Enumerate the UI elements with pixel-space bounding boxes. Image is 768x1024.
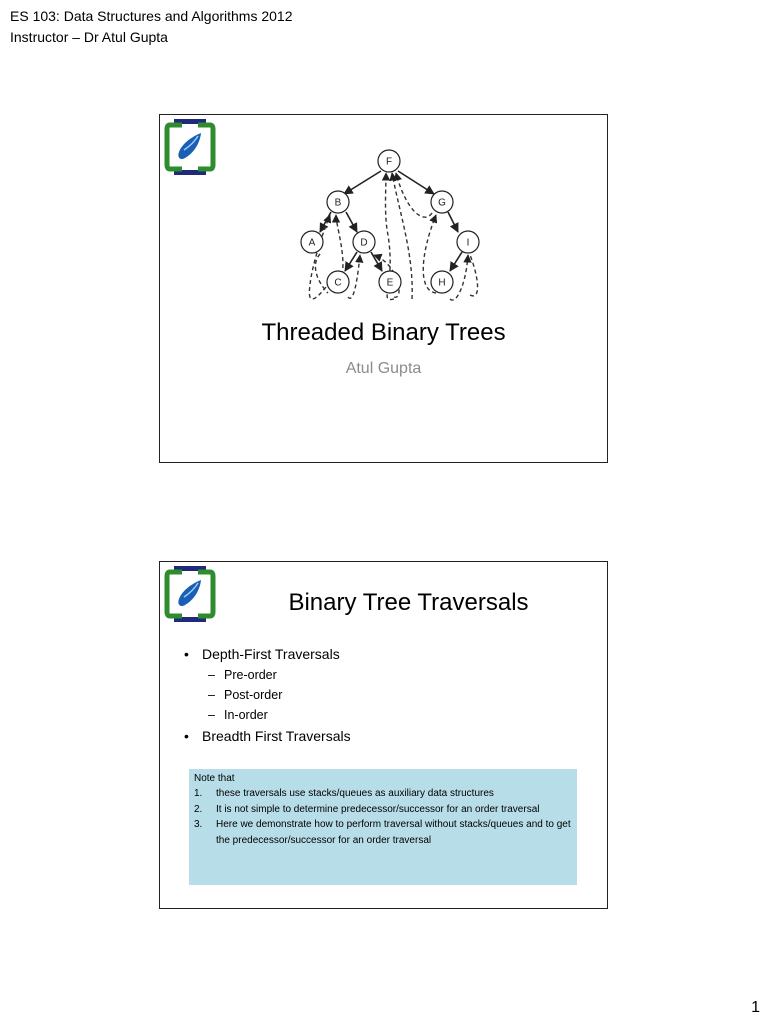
instructor-name: Instructor – Dr Atul Gupta	[10, 29, 168, 45]
edge-d-e	[371, 252, 382, 271]
note-box	[189, 769, 577, 885]
edge-g-i	[448, 212, 458, 232]
edge-f-b	[344, 171, 381, 194]
note-item-number: 2.	[194, 803, 203, 815]
slide-1-author: Atul Gupta	[345, 360, 422, 377]
tree-node-label: D	[360, 237, 368, 249]
thread-a-b	[336, 215, 343, 275]
course-title: ES 103: Data Structures and Algorithms 2012	[10, 8, 293, 24]
thread-c-b	[309, 215, 330, 299]
tree-node-label: F	[385, 156, 393, 168]
tree-node-label: A	[308, 237, 316, 249]
tree-node-label: B	[334, 197, 342, 209]
tree-node-label: E	[386, 277, 394, 289]
tree-node-i	[457, 231, 479, 253]
note-item	[194, 786, 572, 801]
slide-1-title: Threaded Binary Trees	[261, 319, 506, 346]
slide-2-title: Binary Tree Traversals	[288, 589, 529, 616]
tree-node-label: C	[334, 277, 342, 289]
note-item-text: Here we demonstrate how to perform traversal without stacks/queues and to get the predecessor/successor for an order traversal	[216, 819, 571, 846]
bullet-list	[184, 646, 351, 744]
tree-node-b	[327, 191, 349, 213]
page-header	[10, 6, 293, 48]
edge-b-d	[346, 212, 357, 232]
sub-bullet-item: – Pre-order	[184, 668, 351, 682]
slide-1	[159, 114, 608, 463]
tree-node-a	[301, 231, 323, 253]
note-item-number: 1.	[194, 788, 203, 800]
tree-node-g	[431, 191, 453, 213]
page-number: 1	[751, 999, 760, 1016]
bullet-item: • Depth-First Traversals	[184, 646, 351, 662]
note-item	[194, 802, 572, 817]
tree-node-h	[431, 271, 453, 293]
institute-logo-icon	[164, 566, 216, 622]
note-item-text: It is not simple to determine predecessor/successor for an order traversal	[216, 803, 540, 815]
note-item	[194, 817, 572, 848]
sub-bullet-item: – Post-order	[184, 688, 351, 702]
sub-bullet-item: – In-order	[184, 708, 351, 722]
tree-node-e	[379, 271, 401, 293]
edge-d-c	[345, 252, 357, 271]
slide-2	[159, 561, 608, 909]
tree-node-c	[327, 271, 349, 293]
thread-c-d	[348, 255, 360, 298]
note-item-text: these traversals use stacks/queues as auxiliary data structures	[216, 788, 494, 800]
tree-node-label: H	[438, 277, 446, 289]
threaded-tree-diagram	[160, 115, 609, 315]
tree-edges	[320, 171, 462, 271]
tree-node-label: G	[438, 197, 446, 209]
tree-node-label: I	[466, 237, 470, 249]
tree-node-d	[353, 231, 375, 253]
tree-node-f	[378, 150, 400, 172]
edge-i-h	[450, 252, 462, 271]
note-item-number: 3.	[194, 819, 203, 831]
thread-i-right	[470, 255, 478, 296]
note-heading: Note that	[194, 773, 235, 784]
edge-f-g	[398, 171, 434, 194]
bullet-item: • Breadth First Traversals	[184, 728, 351, 744]
thread-g-f	[396, 173, 432, 217]
